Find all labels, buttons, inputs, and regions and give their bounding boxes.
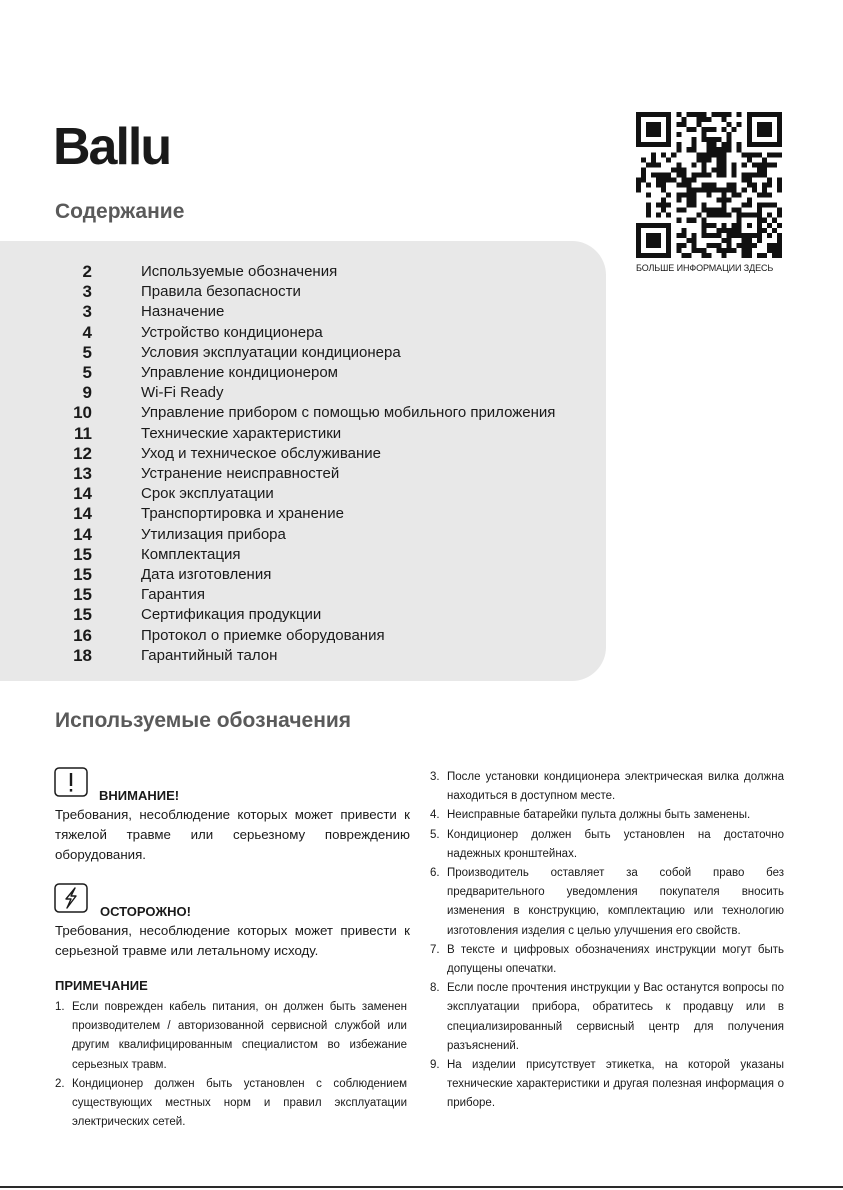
toc-item-title: Гарантия [141, 586, 205, 604]
toc-item-title: Wi-Fi Ready [141, 384, 224, 402]
toc-item-title: Дата изготовления [141, 566, 272, 583]
note-item [430, 979, 784, 1056]
toc-item[interactable] [0, 282, 600, 302]
toc-item-title: Управление прибором с помощью мобильного приложения [141, 404, 556, 422]
toc-item[interactable] [0, 484, 600, 504]
toc-page-number: 2 [82, 262, 92, 281]
toc-item-title: Используемые обозначения [141, 263, 338, 280]
toc-item-title: Протокол о приемке оборудования [141, 626, 385, 644]
toc-page-number: 3 [82, 282, 92, 302]
note-item [430, 1056, 784, 1114]
lightning-icon [54, 883, 88, 913]
note-item-number: 2. [55, 1077, 65, 1090]
toc-item-title: Устройство кондиционера [141, 323, 323, 341]
toc-item[interactable] [0, 504, 600, 524]
toc-page-number: 4 [82, 322, 92, 342]
note-item-number: 4. [430, 809, 440, 822]
note-item [55, 998, 407, 1075]
toc-page-number: 15 [73, 605, 92, 625]
section-heading-symbols: Используемые обозначения [55, 709, 352, 732]
toc-item-title: Управление кондиционером [141, 364, 338, 381]
toc-item[interactable] [0, 343, 600, 363]
attention-text: Требования, несоблюдение которых может привести к тяжелой травме или серьезному повреждению оборудования. [55, 807, 410, 862]
toc-page-number: 15 [73, 585, 92, 605]
toc-page-number: 5 [82, 363, 92, 382]
note-item [430, 941, 784, 979]
note-item-text: Если после прочтения инструкции у Вас останутся вопросы по эксплуатации прибора, обратитесь к продавцу или в специализированный сервисный центр для получения разъяснений. [447, 982, 784, 1052]
toc-page-number: 15 [73, 544, 92, 564]
toc-page-number: 12 [73, 443, 92, 463]
toc-page-number: 11 [74, 423, 92, 443]
note-item-number: 6. [430, 867, 440, 880]
note-item-text: В тексте и цифровых обозначениях инструкции могут быть допущены опечатки. [447, 943, 784, 976]
note-item-text: Кондиционер должен быть установлен с соблюдением существующих местных норм и правил эксплуатации электрических сетей. [72, 1077, 407, 1129]
note-item-text: Если поврежден кабель питания, он должен быть заменен производителем / авторизованной сервисной службой или другим квалифицированным специалистом во избежание серьезных травм. [72, 1001, 407, 1071]
qr-caption: БОЛЬШЕ ИНФОРМАЦИИ ЗДЕСЬ [636, 263, 774, 273]
toc-item[interactable] [0, 565, 600, 585]
exclamation-icon [54, 767, 88, 797]
note-item-text: Производитель оставляет за собой право без предварительного уведомления покупателя вносить изменения в конструкцию, комплектацию или технологию изготовления изделия с целью улучшения его свойств. [447, 867, 784, 937]
toc-item[interactable] [0, 646, 600, 666]
toc-item[interactable] [0, 383, 600, 403]
toc-item-title: Срок эксплуатации [141, 485, 274, 503]
toc-page-number: 3 [82, 302, 92, 322]
attention-label: ВНИМАНИЕ! [99, 788, 180, 803]
toc-item-title: Транспортировка и хранение [141, 505, 344, 523]
toc-item-title: Устранение неисправностей [141, 465, 340, 482]
toc-item[interactable] [0, 444, 600, 464]
bottom-rule [0, 1186, 843, 1188]
note-item-number: 1. [55, 1001, 65, 1013]
toc-item-title: Правила безопасности [141, 283, 301, 301]
toc-item-title: Сертификация продукции [141, 606, 322, 624]
note-item-number: 5. [430, 828, 440, 841]
toc-item[interactable] [0, 605, 600, 625]
toc-page-number: 5 [82, 342, 92, 362]
note-item [55, 1075, 407, 1133]
toc-item[interactable] [0, 464, 600, 484]
toc-item[interactable] [0, 403, 600, 423]
note-item [430, 806, 784, 825]
note-item-text: Неисправные батарейки пульта должны быть заменены. [447, 809, 751, 822]
note-item-number: 8. [430, 982, 440, 995]
toc-page-number: 14 [73, 524, 92, 544]
toc-page-number: 14 [73, 504, 92, 524]
caution-label: ОСТОРОЖНО! [100, 904, 191, 919]
toc-page-number: 14 [73, 484, 92, 504]
note-item [430, 864, 784, 941]
toc-item[interactable] [0, 424, 600, 444]
toc-item-title: Комплектация [141, 545, 241, 563]
toc-page-number: 13 [73, 464, 92, 483]
logo-text: Ballu [53, 118, 171, 170]
toc-item-title: Утилизация прибора [141, 525, 286, 543]
toc-heading: Содержание [55, 200, 185, 223]
toc-page-number: 15 [73, 565, 92, 584]
note-item [430, 768, 784, 806]
toc-item[interactable] [0, 626, 600, 646]
toc-item[interactable] [0, 323, 600, 343]
note-item-number: 7. [430, 943, 440, 956]
toc-item[interactable] [0, 363, 600, 383]
toc-page-number: 16 [73, 625, 92, 645]
note-item-number: 9. [430, 1059, 440, 1072]
note-item-text: После установки кондиционера электрическая вилка должна находиться в доступном месте. [447, 771, 784, 803]
toc-item[interactable] [0, 545, 600, 565]
note-heading: ПРИМЕЧАНИЕ [55, 978, 148, 993]
qr-code-icon[interactable] [636, 112, 782, 258]
toc-page-number: 18 [73, 645, 92, 665]
toc-item-title: Уход и техническое обслуживание [141, 444, 382, 462]
toc-item[interactable] [0, 262, 600, 282]
toc-item[interactable] [0, 585, 600, 605]
note-item [430, 826, 784, 864]
toc-item[interactable] [0, 302, 600, 322]
note-item-text: Кондиционер должен быть установлен на достаточно надежных кронштейнах. [447, 828, 784, 860]
note-list-right [430, 768, 784, 1114]
toc-item[interactable] [0, 525, 600, 545]
toc-item-title: Условия эксплуатации кондиционера [141, 343, 401, 361]
toc-item-title: Технические характеристики [141, 424, 342, 442]
note-item-number: 3. [430, 771, 440, 783]
toc-page-number: 10 [73, 403, 92, 423]
toc-page-number: 9 [82, 383, 92, 403]
caution-text: Требования, несоблюдение которых может привести к серьезной травме или летальному исходу. [55, 923, 410, 958]
note-list-left [55, 998, 407, 1132]
toc-item-title: Гарантийный талон [141, 646, 278, 664]
toc-item-title: Назначение [141, 303, 225, 321]
note-item-text: На изделии присутствует этикетка, на которой указаны технические характеристики и другая полезная информация о приборе. [447, 1059, 784, 1110]
ballu-logo [53, 118, 193, 170]
